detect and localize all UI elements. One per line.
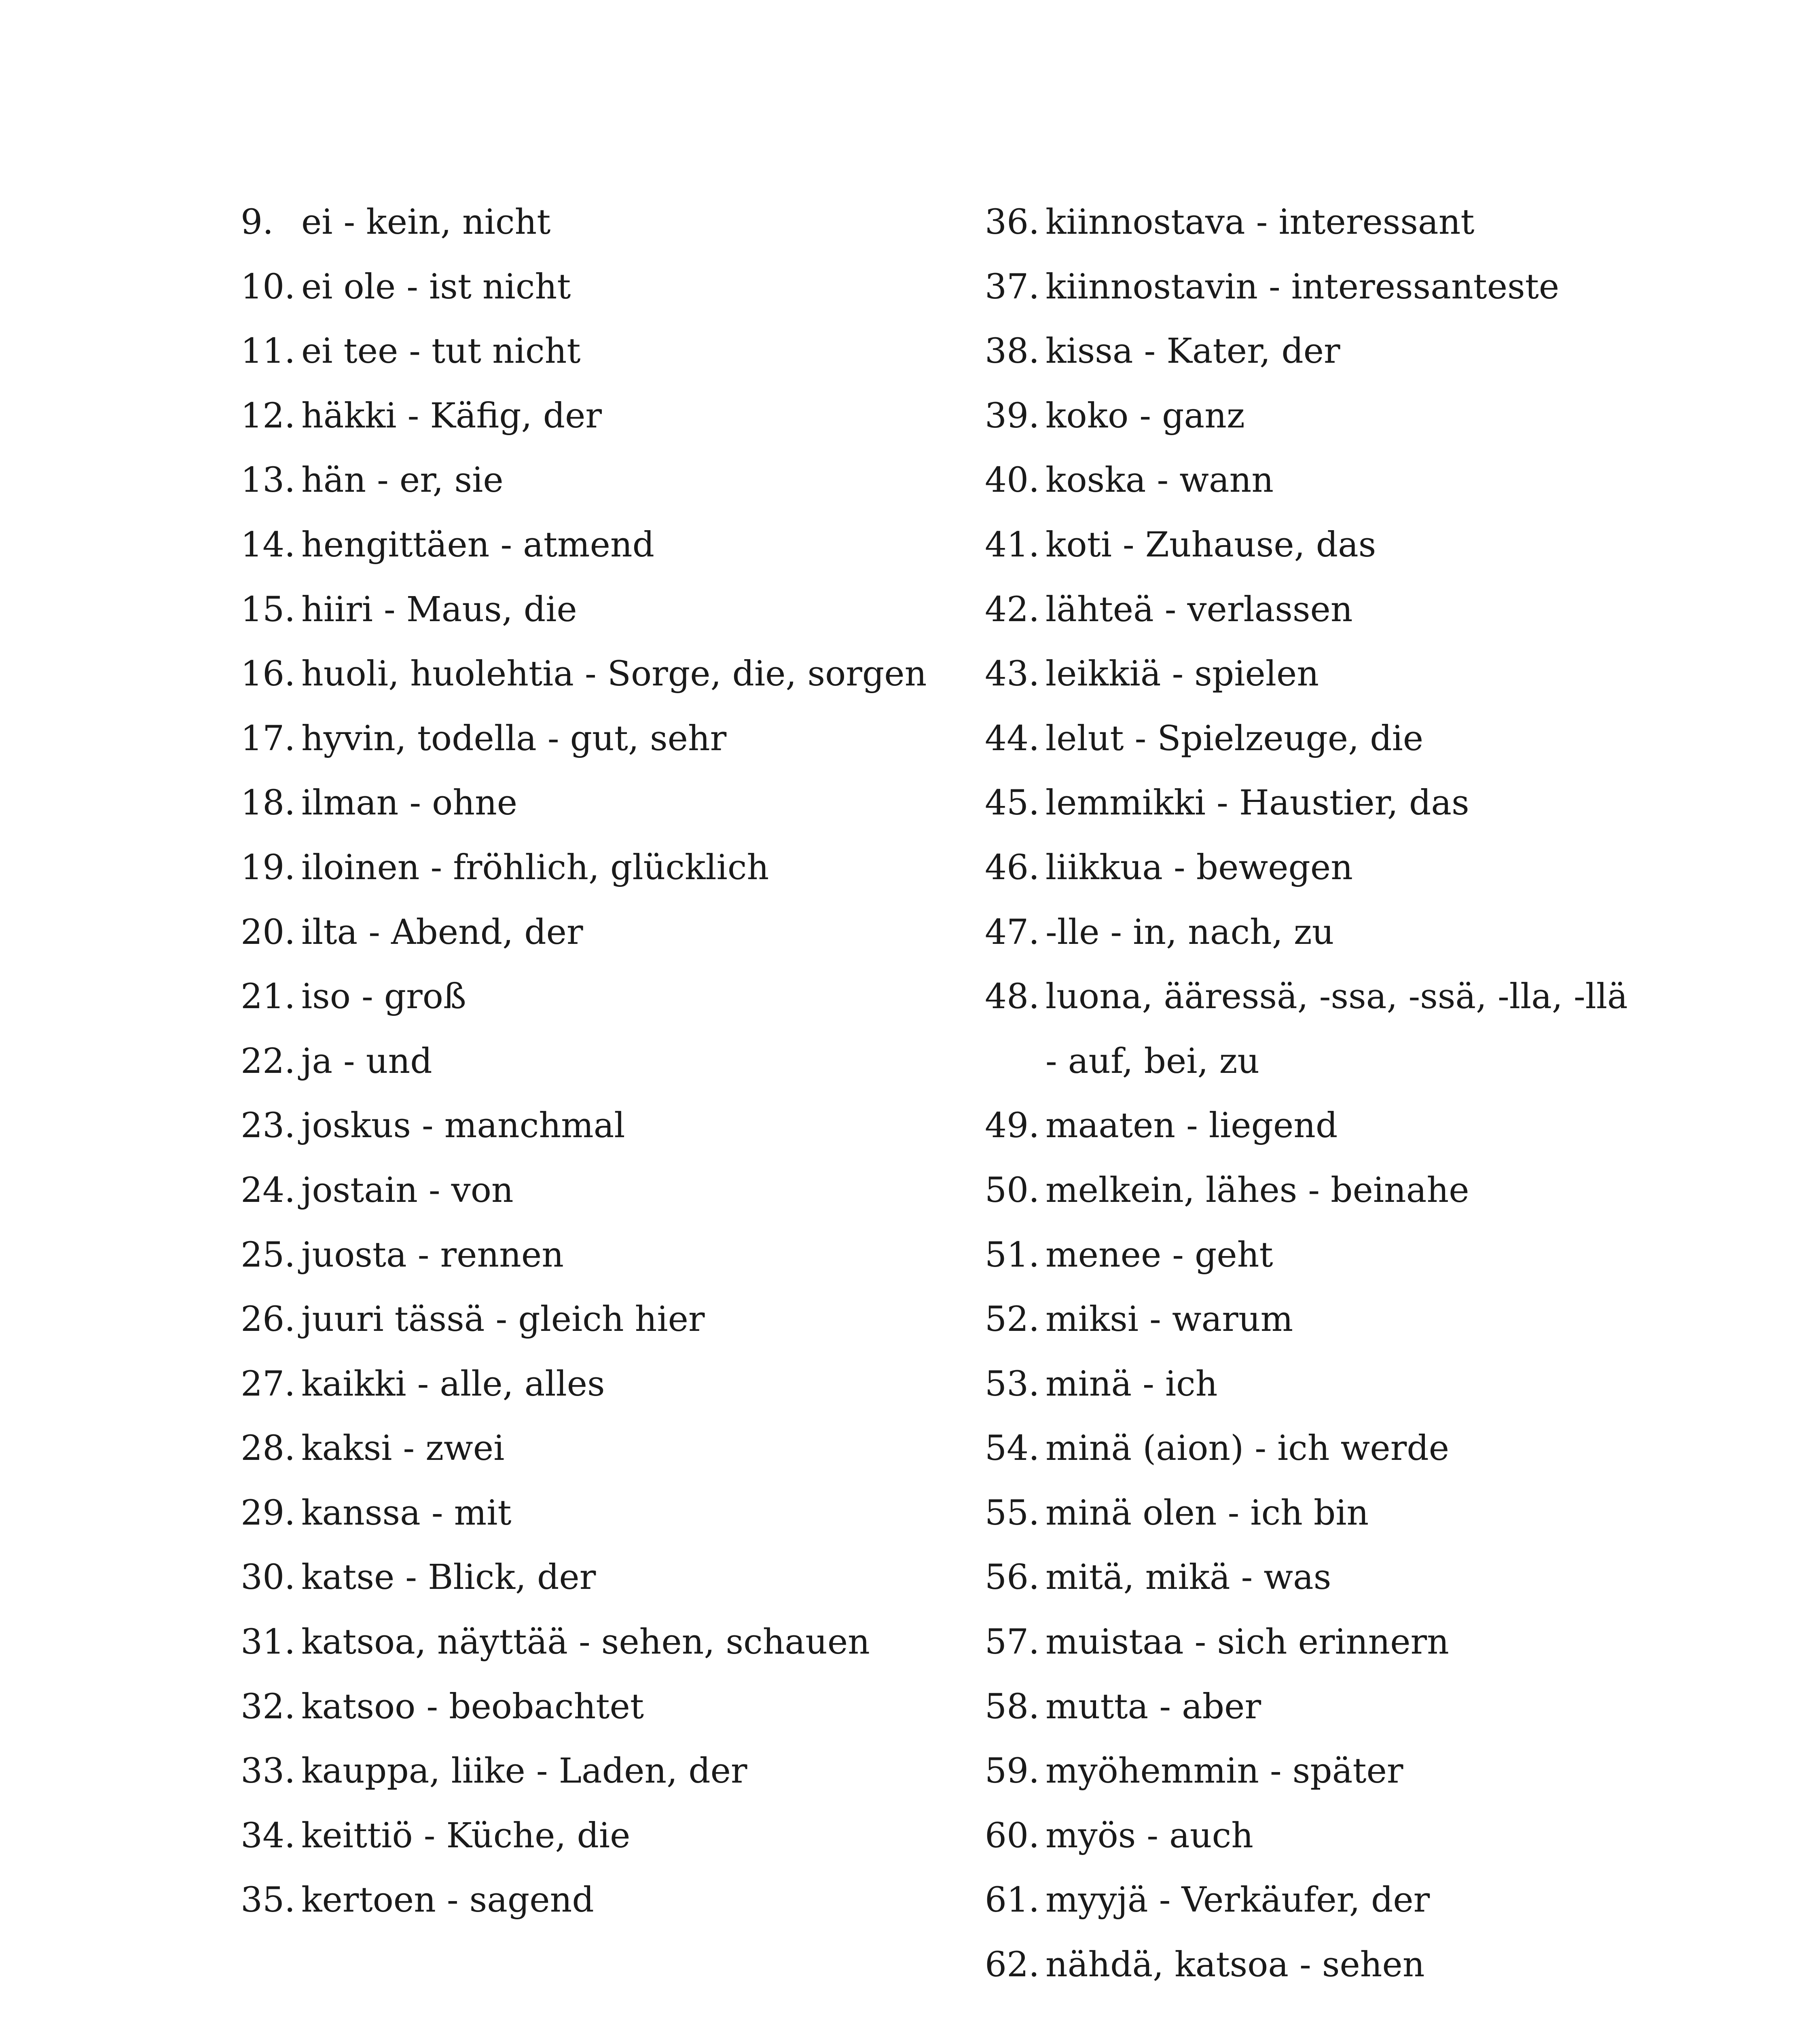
vocabulary-list-right (985, 190, 1632, 1997)
entry-number: 24. (241, 1170, 296, 1210)
entry-text: koko - ganz (1045, 396, 1245, 436)
vocabulary-entry (241, 964, 928, 1029)
entry-number: 15. (241, 589, 296, 630)
vocabulary-entry (985, 1158, 1632, 1223)
vocabulary-entry (985, 255, 1632, 319)
entry-number: 33. (241, 1751, 296, 1791)
entry-number: 30. (241, 1557, 296, 1598)
entry-number: 44. (985, 718, 1040, 759)
entry-number: 59. (985, 1751, 1040, 1791)
entry-text: kiinnostavin - interessanteste (1045, 266, 1560, 307)
entry-number: 55. (985, 1493, 1040, 1533)
entry-text: katsoo - beobachtet (301, 1686, 644, 1727)
entry-number: 37. (985, 266, 1040, 307)
vocabulary-entry (985, 1933, 1632, 1997)
vocabulary-entry (241, 835, 928, 900)
vocabulary-entry (985, 1093, 1632, 1158)
entry-number: 45. (985, 783, 1040, 823)
entry-text: nähdä, katsoa - sehen (1045, 1945, 1425, 1985)
entry-number: 22. (241, 1041, 296, 1081)
entry-number: 47. (985, 912, 1040, 952)
entry-text: maaten - liegend (1045, 1106, 1338, 1146)
entry-number: 13. (241, 460, 296, 501)
entry-text: myös - auch (1045, 1815, 1253, 1856)
entry-number: 20. (241, 912, 296, 952)
entry-text: muistaa - sich erinnern (1045, 1622, 1449, 1662)
vocabulary-entry (241, 513, 928, 577)
vocabulary-entry (985, 1287, 1632, 1352)
entry-text: koti - Zuhause, das (1045, 525, 1376, 565)
entry-text: keittiö - Küche, die (301, 1815, 631, 1856)
vocabulary-entry (985, 835, 1632, 900)
vocabulary-entry (985, 319, 1632, 384)
entry-number: 14. (241, 525, 296, 565)
entry-number: 18. (241, 783, 296, 823)
entry-number: 53. (985, 1364, 1040, 1404)
vocabulary-entry (985, 1352, 1632, 1417)
entry-text: lähteä - verlassen (1045, 589, 1353, 630)
entry-text: iloinen - fröhlich, glücklich (301, 847, 769, 888)
entry-number: 57. (985, 1622, 1040, 1662)
entry-number: 29. (241, 1493, 296, 1533)
entry-text: minä - ich (1045, 1364, 1218, 1404)
entry-number: 58. (985, 1686, 1040, 1727)
entry-text: lemmikki - Haustier, das (1045, 783, 1469, 823)
vocabulary-entry (241, 1739, 928, 1804)
entry-text: kaikki - alle, alles (301, 1364, 605, 1404)
entry-number: 25. (241, 1235, 296, 1275)
vocabulary-entry (985, 1739, 1632, 1804)
entry-text: ei tee - tut nicht (301, 331, 581, 372)
vocabulary-entry (241, 577, 928, 642)
vocabulary-entry (985, 1223, 1632, 1288)
entry-text: leikkiä - spielen (1045, 654, 1319, 694)
entry-number: 50. (985, 1170, 1040, 1210)
entry-text: lelut - Spielzeuge, die (1045, 718, 1424, 759)
entry-number: 10. (241, 266, 296, 307)
entry-text: ilta - Abend, der (301, 912, 583, 952)
entry-text: liikkua - bewegen (1045, 847, 1353, 888)
entry-text: kiinnostava - interessant (1045, 202, 1475, 242)
vocabulary-entry (985, 577, 1632, 642)
entry-number: 9. (241, 202, 274, 242)
entry-text: ilman - ohne (301, 783, 518, 823)
entry-number: 11. (241, 331, 296, 372)
entry-number: 26. (241, 1299, 296, 1340)
entry-number: 38. (985, 331, 1040, 372)
vocabulary-entry (241, 384, 928, 448)
vocabulary-entry (985, 1610, 1632, 1675)
entry-number: 52. (985, 1299, 1040, 1340)
entry-text: melkein, lähes - beinahe (1045, 1170, 1469, 1210)
entry-number: 61. (985, 1880, 1040, 1920)
entry-text: -lle - in, nach, zu (1045, 912, 1334, 952)
vocabulary-entry (241, 1675, 928, 1739)
entry-text: hiiri - Maus, die (301, 589, 577, 630)
entry-text: hengittäen - atmend (301, 525, 655, 565)
entry-text: juosta - rennen (301, 1235, 564, 1275)
entry-number: 42. (985, 589, 1040, 630)
entry-text: luona, ääressä, -ssa, -ssä, -lla, -llä - auf, bei, zu (1045, 977, 1628, 1081)
vocabulary-entry (241, 255, 928, 319)
entry-text: kissa - Kater, der (1045, 331, 1340, 372)
entry-number: 49. (985, 1106, 1040, 1146)
entry-text: kanssa - mit (301, 1493, 512, 1533)
entry-number: 39. (985, 396, 1040, 436)
vocabulary-entry (241, 1029, 928, 1094)
entry-text: ei - kein, nicht (301, 202, 551, 242)
entry-text: myyjä - Verkäufer, der (1045, 1880, 1430, 1920)
entry-text: ja - und (301, 1041, 432, 1081)
vocabulary-entry (241, 1287, 928, 1352)
entry-text: kertoen - sagend (301, 1880, 594, 1920)
vocabulary-entry (241, 1545, 928, 1610)
entry-text: katse - Blick, der (301, 1557, 596, 1598)
vocabulary-entry (985, 1481, 1632, 1546)
entry-text: minä olen - ich bin (1045, 1493, 1369, 1533)
entry-number: 17. (241, 718, 296, 759)
vocabulary-entry (985, 642, 1632, 706)
vocabulary-entry (985, 448, 1632, 513)
entry-number: 31. (241, 1622, 296, 1662)
vocabulary-entry (985, 1675, 1632, 1739)
vocabulary-entry (985, 190, 1632, 255)
entry-text: joskus - manchmal (301, 1106, 625, 1146)
entry-text: kaksi - zwei (301, 1428, 505, 1469)
entry-number: 43. (985, 654, 1040, 694)
entry-number: 28. (241, 1428, 296, 1469)
entry-text: hyvin, todella - gut, sehr (301, 718, 727, 759)
entry-number: 54. (985, 1428, 1040, 1469)
vocabulary-entry (241, 1352, 928, 1417)
vocabulary-entry (241, 1610, 928, 1675)
entry-text: minä (aion) - ich werde (1045, 1428, 1450, 1469)
vocabulary-entry (985, 771, 1632, 835)
entry-number: 19. (241, 847, 296, 888)
vocabulary-entry (241, 900, 928, 965)
entry-number: 40. (985, 460, 1040, 501)
vocabulary-entry (985, 384, 1632, 448)
entry-number: 12. (241, 396, 296, 436)
entry-text: kauppa, liike - Laden, der (301, 1751, 747, 1791)
vocabulary-list-left (241, 190, 928, 1933)
vocabulary-entry (241, 1223, 928, 1288)
entry-number: 36. (985, 202, 1040, 242)
vocabulary-entry (241, 706, 928, 771)
vocabulary-entry (985, 513, 1632, 577)
vocabulary-entry (985, 706, 1632, 771)
vocabulary-entry (241, 1481, 928, 1546)
vocabulary-entry (985, 1804, 1632, 1868)
entry-number: 46. (985, 847, 1040, 888)
vocabulary-entry (241, 319, 928, 384)
entry-number: 48. (985, 977, 1040, 1017)
vocabulary-entry (985, 964, 1632, 1093)
vocabulary-entry (241, 771, 928, 835)
entry-number: 32. (241, 1686, 296, 1727)
entry-number: 62. (985, 1945, 1040, 1985)
entry-number: 27. (241, 1364, 296, 1404)
entry-number: 16. (241, 654, 296, 694)
entry-text: iso - groß (301, 977, 466, 1017)
entry-text: koska - wann (1045, 460, 1274, 501)
entry-text: hän - er, sie (301, 460, 504, 501)
vocabulary-entry (241, 1868, 928, 1933)
entry-text: huoli, huolehtia - Sorge, die, sorgen (301, 654, 927, 694)
vocabulary-entry (241, 1158, 928, 1223)
entry-text: menee - geht (1045, 1235, 1273, 1275)
entry-text: ei ole - ist nicht (301, 266, 571, 307)
vocabulary-entry (985, 1545, 1632, 1610)
vocabulary-entry (985, 1868, 1632, 1933)
entry-text: häkki - Käfig, der (301, 396, 602, 436)
entry-number: 41. (985, 525, 1040, 565)
vocabulary-entry (241, 190, 928, 255)
entry-text: jostain - von (301, 1170, 514, 1210)
entry-number: 60. (985, 1815, 1040, 1856)
vocabulary-entry (241, 1416, 928, 1481)
entry-text: miksi - warum (1045, 1299, 1293, 1340)
vocabulary-entry (241, 1804, 928, 1868)
entry-number: 35. (241, 1880, 296, 1920)
entry-text: juuri tässä - gleich hier (301, 1299, 705, 1340)
entry-text: katsoa, näyttää - sehen, schauen (301, 1622, 870, 1662)
entry-number: 21. (241, 977, 296, 1017)
entry-number: 51. (985, 1235, 1040, 1275)
vocabulary-entry (985, 900, 1632, 965)
vocabulary-entry (241, 642, 928, 706)
vocabulary-entry (241, 448, 928, 513)
entry-text: mitä, mikä - was (1045, 1557, 1331, 1598)
entry-number: 34. (241, 1815, 296, 1856)
vocabulary-entry (985, 1416, 1632, 1481)
entry-number: 23. (241, 1106, 296, 1146)
entry-text: mutta - aber (1045, 1686, 1261, 1727)
vocabulary-entry (241, 1093, 928, 1158)
entry-number: 56. (985, 1557, 1040, 1598)
entry-text: myöhemmin - später (1045, 1751, 1403, 1791)
